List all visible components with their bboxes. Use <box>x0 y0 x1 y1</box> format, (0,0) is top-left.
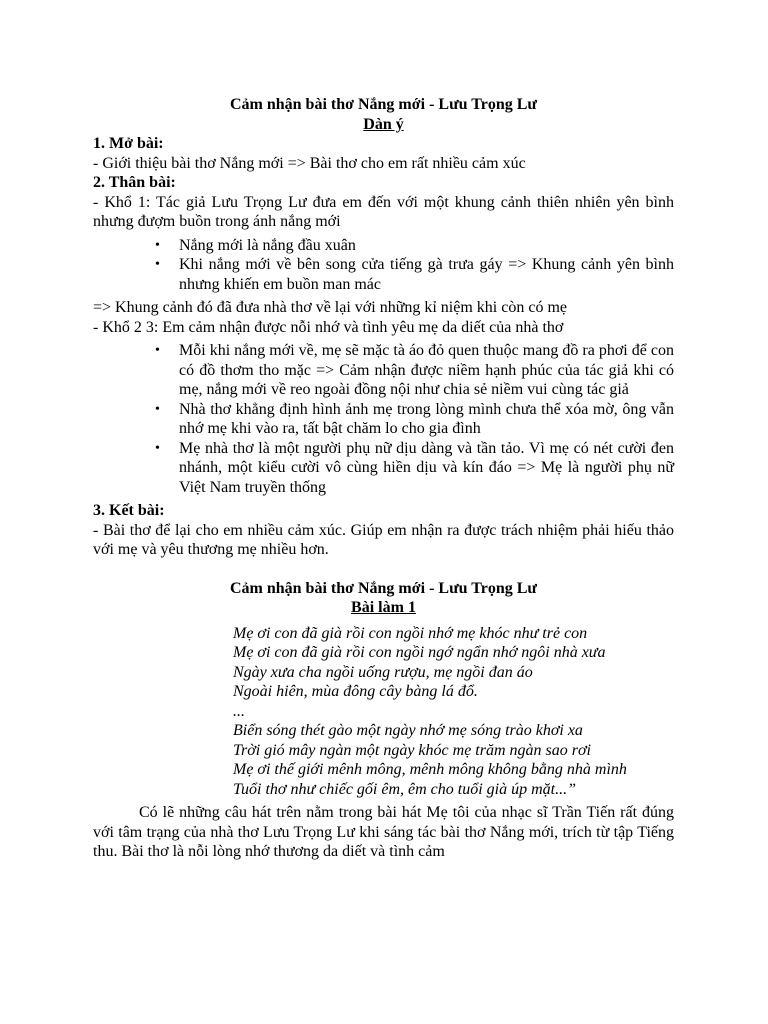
stanza23-bullet-list <box>93 341 674 497</box>
stanza23-text: - Khổ 2 3: Em cảm nhận được nỗi nhớ và tình yêu mẹ da diết của nhà thơ <box>93 318 564 336</box>
essay-paragraph: Có lẽ những câu hát trên nằm trong bài hát Mẹ tôi của nhạc sĩ Trần Tiến rất đúng với tâm trạng của nhà thơ Lưu Trọng Lư khi sáng tác bài thơ Nắng mới, trích từ tập Tiếng thu. Bài thơ là nỗi lòng nhớ thương da diết và tình cảm <box>93 804 674 860</box>
intro-text: - Giới thiệu bài thơ Nắng mới => Bài thơ cho em rất nhiều cảm xúc <box>93 154 526 172</box>
poem-block <box>93 624 674 800</box>
poem-line: Biển sóng thét gào một ngày nhớ mẹ sóng trào khơi xa <box>233 722 583 739</box>
poem-line: Mẹ ơi con đã già rồi con ngồi nhớ mẹ khóc như trẻ con <box>233 624 588 642</box>
poem-line: Mẹ ơi con đã già rồi con ngồi ngớ ngẩn nhớ ngôi nhà xưa <box>233 644 606 661</box>
poem-line: Mẹ ơi thế giới mênh mông, mênh mông không bằng nhà mình <box>233 761 627 778</box>
list-item: • Mẹ nhà thơ là một người phụ nữ dịu dàng và tần tảo. Vì mẹ có nét cười đen nhánh, một kiểu cười vô cùng hiền dịu và kín đáo => Mẹ là người phụ nữ Việt Nam truyền thống <box>179 439 674 498</box>
stanza1-text: - Khổ 1: Tác giả Lưu Trọng Lư đưa em đến với một khung cảnh thiên nhiên yên bình nhưng đượm buồn trong ánh nắng mới <box>93 193 674 230</box>
conclusion-text: - Bài thơ để lại cho em nhiều cảm xúc. Giúp em nhận ra được trách nhiệm phải hiếu thảo với mẹ và yêu thương mẹ nhiều hơn. <box>93 521 674 558</box>
poem-line: Ngoài hiên, mùa đông cây bàng lá đổ. <box>233 683 478 700</box>
list-item: • Nhà thơ khẳng định hình ảnh mẹ trong lòng mình chưa thể xóa mờ, ông vẫn nhớ mẹ khi vào ra, tất bật chăm lo cho gia đình <box>179 400 674 439</box>
document-content <box>93 95 674 862</box>
intro-heading: 1. Mở bài: <box>93 135 164 152</box>
conclusion-heading: 3. Kết bài: <box>93 502 165 519</box>
section-spacer <box>93 560 674 579</box>
poem-line: ... <box>233 702 245 720</box>
outline-title: Cảm nhận bài thơ Nắng mới - Lưu Trọng Lư <box>229 96 538 113</box>
poem-line: Ngày xưa cha ngồi uống rượu, mẹ ngồi đan áo <box>233 663 533 681</box>
body-heading: 2. Thân bài: <box>93 174 176 191</box>
poem-line: Tuổi thơ như chiếc gối êm, êm cho tuổi già úp mặt...” <box>233 780 577 798</box>
poem-line: Trời gió mây ngàn một ngày khóc mẹ trăm ngàn sao rơi <box>233 741 591 759</box>
list-item: • Mỗi khi nắng mới về, mẹ sẽ mặc tà áo đỏ quen thuộc mang đồ ra phơi để con có đồ thơm tho mặc => Cảm nhận được niềm hạnh phúc của tác giả khi có mẹ, nắng mới về reo ngoài đồng nội như chia sẻ niềm vui cùng tác giả <box>179 341 674 400</box>
outline-subtitle: Dàn ý <box>363 115 404 133</box>
essay-subtitle: Bài làm 1 <box>351 599 416 616</box>
stanza1-bullet-list <box>93 236 674 295</box>
stanza1-conclusion: => Khung cảnh đó đã đưa nhà thơ về lại với những kỉ niệm khi còn có mẹ <box>93 299 567 316</box>
list-item: • Nắng mới là nắng đầu xuân <box>179 236 674 256</box>
essay-title: Cảm nhận bài thơ Nắng mới - Lưu Trọng Lư <box>229 579 538 597</box>
list-item: • Khi nắng mới về bên song cửa tiếng gà trưa gáy => Khung cảnh yên bình nhưng khiến em buồn man mác <box>179 255 674 294</box>
